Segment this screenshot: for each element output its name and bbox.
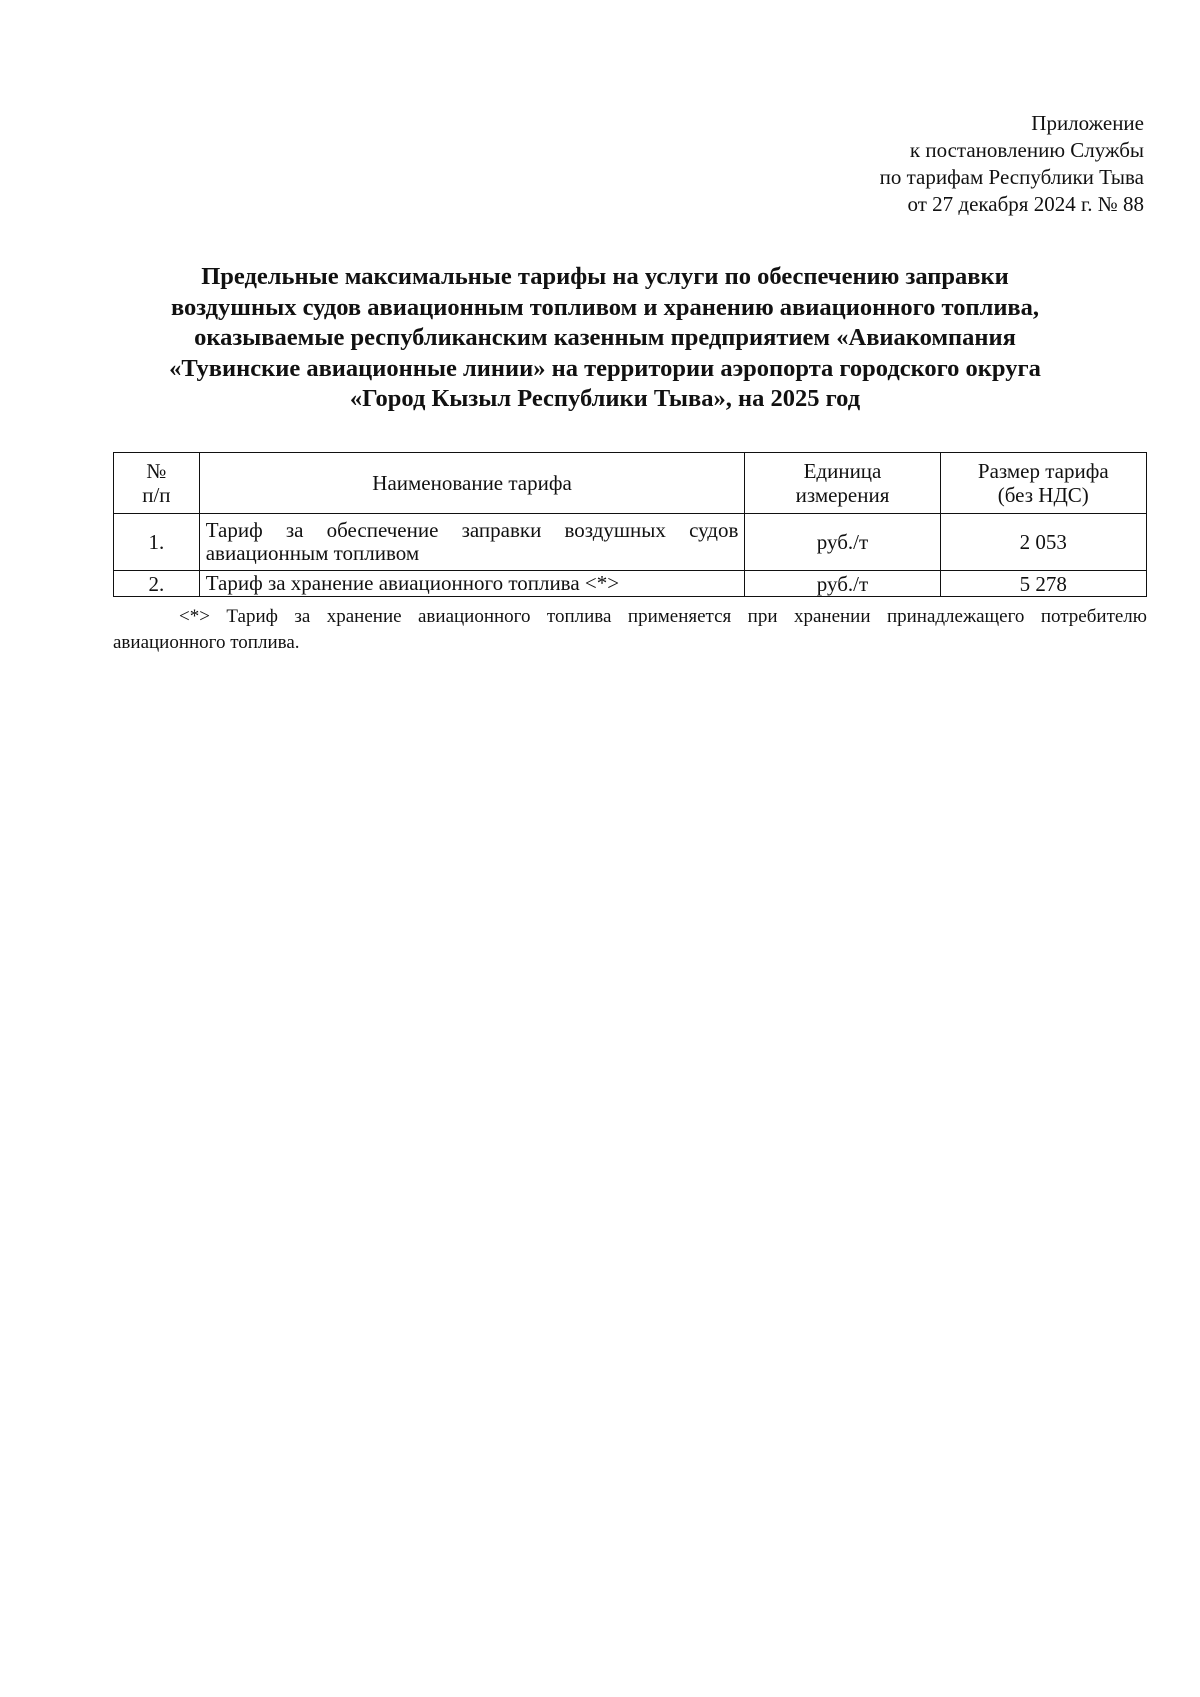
title-line: оказываемые республиканским казенным предприятием «Авиакомпания (194, 324, 1016, 351)
table-row (114, 514, 1147, 571)
row-tariff-value: 5 278 (940, 571, 1146, 597)
title-line: «Тувинские авиационные линии» на территории аэропорта городского округа (169, 354, 1041, 382)
table-header-row (114, 453, 1147, 514)
row-tariff-value: 2 053 (940, 514, 1146, 571)
tariff-table (113, 452, 1147, 597)
document-title (110, 262, 1100, 415)
row-number: 1. (114, 514, 200, 571)
header-size-line: Размер тарифа (977, 459, 1109, 483)
header-number (114, 453, 200, 514)
table-row (114, 571, 1147, 597)
title-line: «Город Кызыл Республики Тыва», на 2025 год (349, 385, 861, 412)
header-number-symbol: № (146, 459, 167, 483)
header-unit (745, 453, 940, 514)
header-number-label: п/п (142, 483, 171, 507)
row-tariff-name: Тариф за обеспечение заправки воздушных судов авиационным топливом (199, 514, 745, 571)
title-line: Предельные максимальные тарифы на услуги по обеспечению заправки (201, 263, 1009, 290)
approval-date-line: от 27 декабря 2024 г. № 88 (907, 192, 1144, 216)
row-number: 2. (114, 571, 200, 597)
approval-line: по тарифам Республики Тыва (879, 165, 1144, 189)
title-line: воздушных судов авиационным топливом и хранению авиационного топлива, (170, 293, 1040, 321)
row-unit: руб./т (745, 571, 940, 597)
approval-line: Приложение (1031, 111, 1144, 135)
header-name: Наименование тарифа (199, 453, 745, 514)
row-tariff-name: Тариф за хранение авиационного топлива <*> (199, 571, 745, 597)
approval-line: к постановлению Службы (909, 138, 1144, 162)
header-unit-line: измерения (795, 483, 890, 507)
header-size (940, 453, 1146, 514)
approval-block (880, 110, 1144, 218)
footnote: <*> Тариф за хранение авиационного топлива применяется при хранении принадлежащего потребителю авиационного топлива. (113, 606, 1147, 653)
header-unit-line: Единица (803, 459, 882, 483)
header-size-line: (без НДС) (997, 483, 1089, 507)
row-unit: руб./т (745, 514, 940, 571)
